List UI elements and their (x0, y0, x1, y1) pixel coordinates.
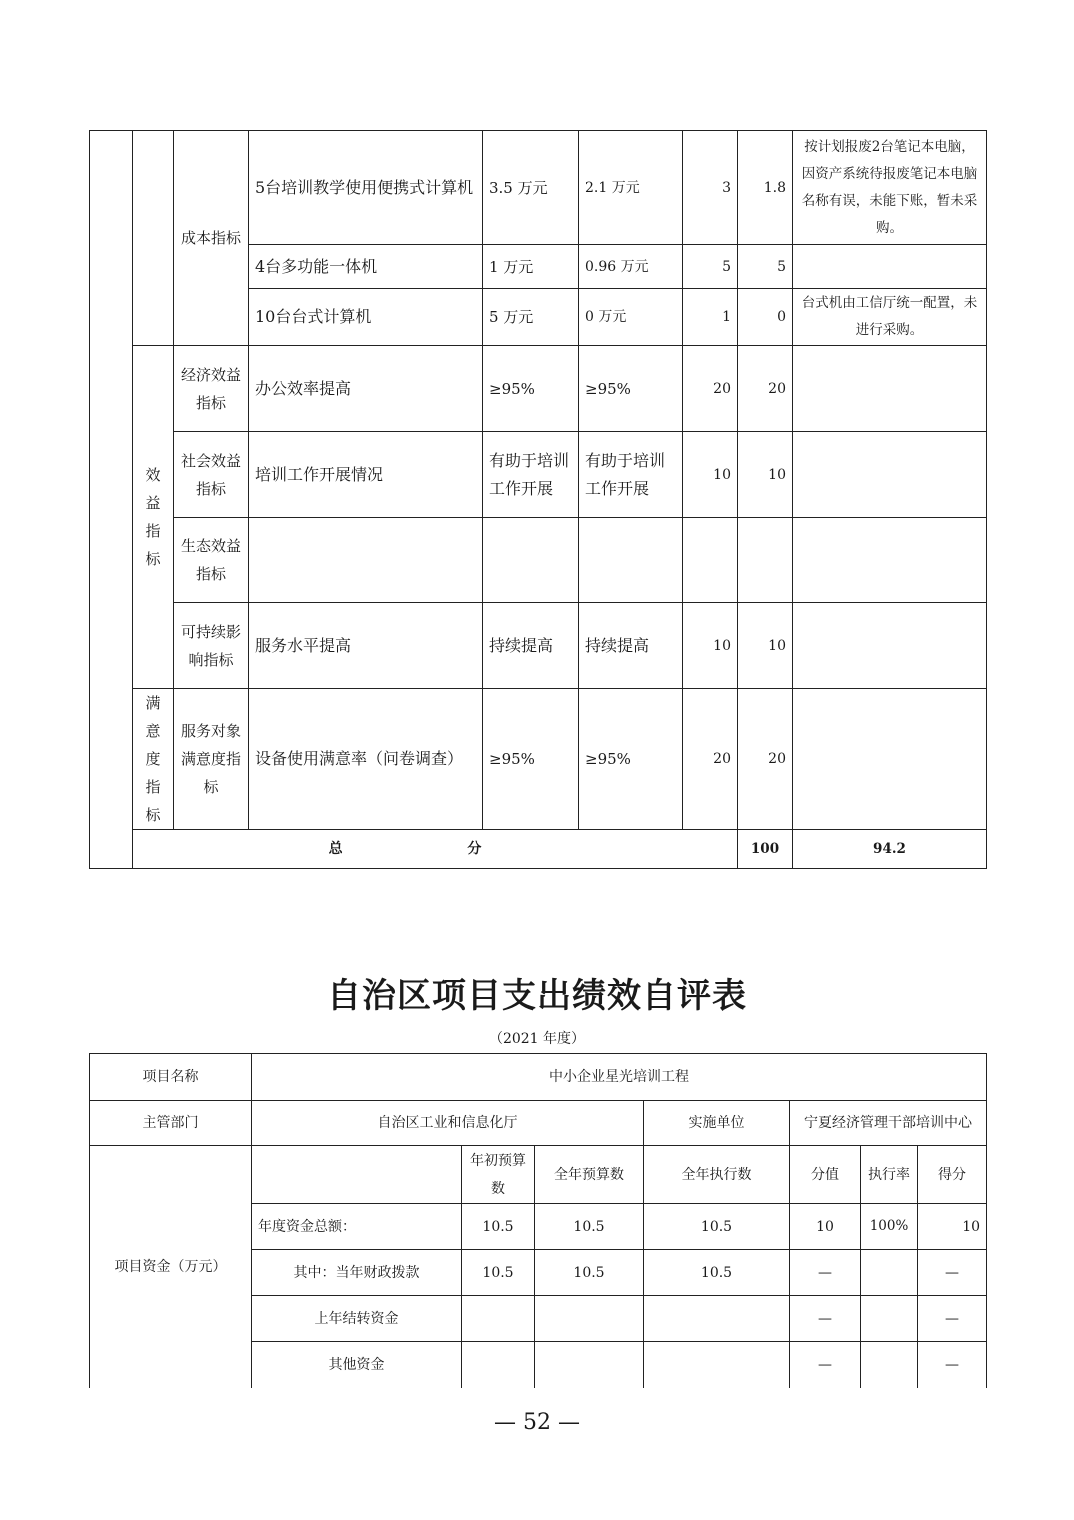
benefit-category-cell: 效益指标 (133, 346, 174, 689)
performance-indicator-table (89, 130, 987, 869)
header-executed: 全年执行数 (644, 1146, 790, 1204)
weight-cell: 3 (683, 131, 738, 245)
score-cell: 0 (738, 289, 793, 346)
fund-annual: 10.5 (535, 1250, 644, 1296)
impl-value: 宁夏经济管理干部培训中心 (790, 1101, 987, 1146)
indicator-cell: 设备使用满意率（问卷调查） (249, 689, 483, 830)
header-weight: 分值 (790, 1146, 861, 1204)
target-cell: 1 万元 (483, 245, 579, 289)
cost-group-cell (133, 131, 174, 346)
indicator-cell: 培训工作开展情况 (249, 432, 483, 518)
fund-executed (644, 1342, 790, 1388)
fund-initial (462, 1342, 535, 1388)
fund-executed: 10.5 (644, 1204, 790, 1250)
total-weight-cell: 100 (738, 830, 793, 869)
fund-annual (535, 1296, 644, 1342)
cost-category-cell: 成本指标 (174, 131, 249, 346)
subcategory-cell: 社会效益指标 (174, 432, 249, 518)
impl-label: 实施单位 (644, 1101, 790, 1146)
subcategory-cell: 可持续影响指标 (174, 603, 249, 689)
actual-cell: 有助于培训工作开展 (579, 432, 683, 518)
funds-label (90, 1146, 252, 1388)
weight-cell: 10 (683, 432, 738, 518)
project-name-value: 中小企业星光培训工程 (252, 1054, 987, 1101)
outer-category-cell (90, 131, 133, 869)
score-cell: 1.8 (738, 131, 793, 245)
funds-label-text: 项目资金（万元） (114, 1258, 227, 1275)
fund-rate (861, 1250, 918, 1296)
remark-cell (793, 346, 987, 432)
fund-weight: — (790, 1342, 861, 1388)
target-cell: 5 万元 (483, 289, 579, 346)
actual-cell: 2.1 万元 (579, 131, 683, 245)
page-number: — 52 — (494, 1410, 580, 1435)
fund-score: — (918, 1296, 987, 1342)
actual-cell: ≥95% (579, 689, 683, 830)
actual-cell (579, 518, 683, 603)
fund-weight: — (790, 1296, 861, 1342)
self-evaluation-table (89, 1053, 987, 1388)
score-cell: 20 (738, 689, 793, 830)
fund-weight: 10 (790, 1204, 861, 1250)
target-cell: 3.5 万元 (483, 131, 579, 245)
header-annual: 全年预算数 (535, 1146, 644, 1204)
fund-row-label: 年度资金总额： (252, 1204, 462, 1250)
satisfaction-category-cell: 满意度指标 (133, 689, 174, 830)
indicator-cell: 4台多功能一体机 (249, 245, 483, 289)
weight-cell: 20 (683, 689, 738, 830)
score-cell (738, 518, 793, 603)
total-label: 总 分 (328, 841, 542, 857)
score-cell: 10 (738, 603, 793, 689)
remark-cell (793, 603, 987, 689)
total-score-cell: 94.2 (793, 830, 987, 869)
weight-cell: 20 (683, 346, 738, 432)
fund-initial (462, 1296, 535, 1342)
fund-rate (861, 1296, 918, 1342)
indicator-cell: 服务水平提高 (249, 603, 483, 689)
indicator-cell (249, 518, 483, 603)
fund-row-label: 上年结转资金 (252, 1296, 462, 1342)
subcategory-cell: 生态效益指标 (174, 518, 249, 603)
remark-cell: 台式机由工信厅统一配置，未进行采购。 (793, 289, 987, 346)
weight-cell: 10 (683, 603, 738, 689)
score-cell: 5 (738, 245, 793, 289)
header-rate: 执行率 (861, 1146, 918, 1204)
fund-annual (535, 1342, 644, 1388)
remark-cell (793, 518, 987, 603)
weight-cell: 1 (683, 289, 738, 346)
subcategory-cell: 服务对象满意度指标 (174, 689, 249, 830)
header-score: 得分 (918, 1146, 987, 1204)
dept-value: 自治区工业和信息化厅 (252, 1101, 644, 1146)
fund-initial: 10.5 (462, 1204, 535, 1250)
score-cell: 10 (738, 432, 793, 518)
subcategory-cell: 经济效益指标 (174, 346, 249, 432)
header-initial: 年初预算数 (462, 1146, 535, 1204)
fund-score: — (918, 1342, 987, 1388)
indicator-cell: 5台培训教学使用便携式计算机 (249, 131, 483, 245)
fund-score: — (918, 1250, 987, 1296)
indicator-cell: 10台台式计算机 (249, 289, 483, 346)
weight-cell (683, 518, 738, 603)
header-blank-cell (252, 1146, 462, 1204)
actual-cell: 持续提高 (579, 603, 683, 689)
fund-initial: 10.5 (462, 1250, 535, 1296)
actual-cell: ≥95% (579, 346, 683, 432)
remark-cell (793, 432, 987, 518)
fund-row-label: 其他资金 (252, 1342, 462, 1388)
target-cell: 持续提高 (483, 603, 579, 689)
target-cell (483, 518, 579, 603)
fund-score: 10 (918, 1204, 987, 1250)
fund-executed (644, 1296, 790, 1342)
project-name-label: 项目名称 (90, 1054, 252, 1101)
indicator-cell: 办公效率提高 (249, 346, 483, 432)
remark-cell (793, 245, 987, 289)
fund-executed: 10.5 (644, 1250, 790, 1296)
fund-rate (861, 1342, 918, 1388)
section-title: 自治区项目支出绩效自评表 (327, 976, 747, 1016)
dept-label: 主管部门 (90, 1101, 252, 1146)
fund-annual: 10.5 (535, 1204, 644, 1250)
score-cell: 20 (738, 346, 793, 432)
fund-row-label: 其中：当年财政拨款 (252, 1250, 462, 1296)
weight-cell: 5 (683, 245, 738, 289)
target-cell: 有助于培训工作开展 (483, 432, 579, 518)
section-year: （2021 年度） (488, 1031, 586, 1047)
fund-rate: 100% (861, 1204, 918, 1250)
actual-cell: 0.96 万元 (579, 245, 683, 289)
fund-weight: — (790, 1250, 861, 1296)
target-cell: ≥95% (483, 346, 579, 432)
total-label-cell (133, 830, 738, 869)
remark-cell (793, 689, 987, 830)
remark-cell: 按计划报废2台笔记本电脑，因资产系统待报废笔记本电脑名称有误，未能下账，暂未采购。 (793, 131, 987, 245)
actual-cell: 0 万元 (579, 289, 683, 346)
target-cell: ≥95% (483, 689, 579, 830)
